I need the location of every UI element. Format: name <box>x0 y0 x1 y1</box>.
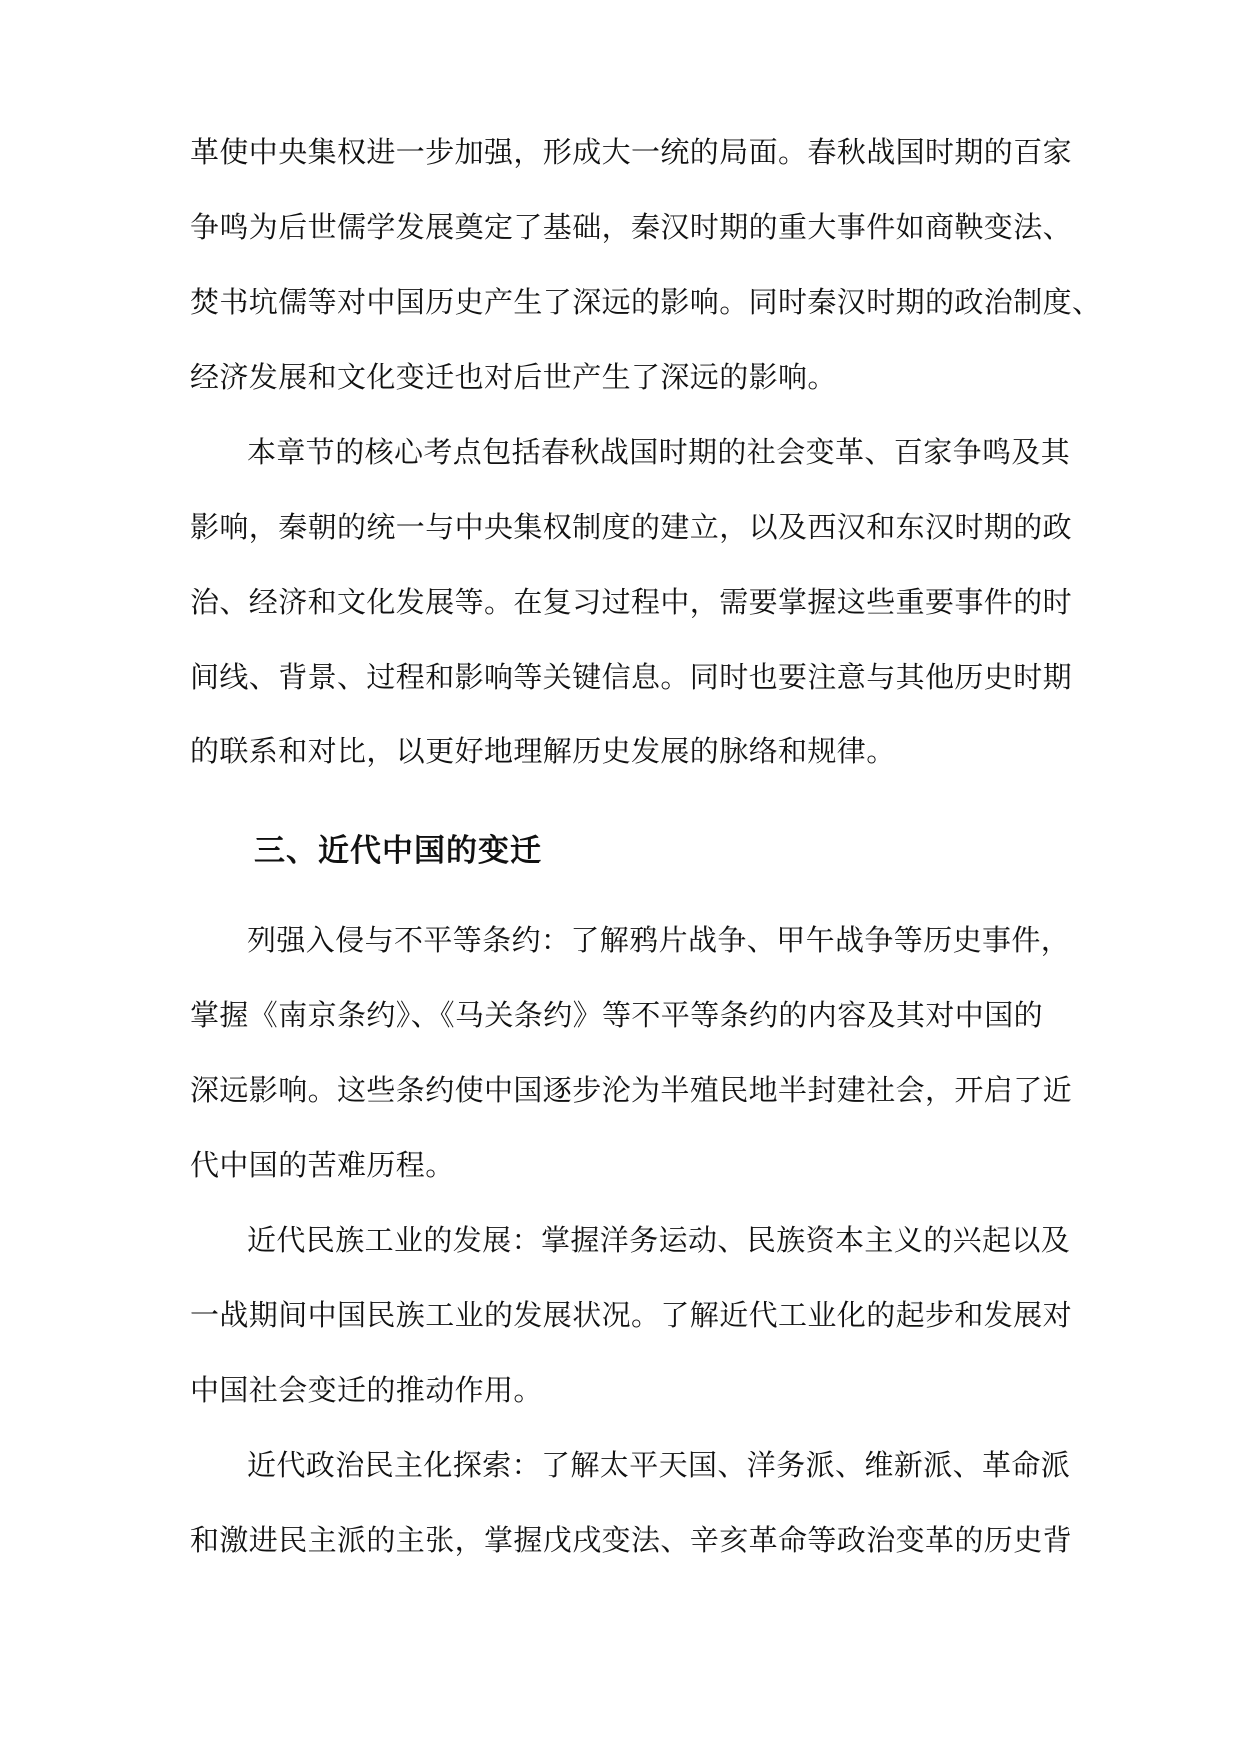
paragraph-2-line-5: 的联系和对比，以更好地理解历史发展的脉络和规律。 <box>190 734 896 768</box>
paragraph-1-line-4: 经济发展和文化变迁也对后世产生了深远的影响。 <box>190 360 837 394</box>
paragraph-2-line-1: 本章节的核心考点包括春秋战国时期的社会变革、百家争鸣及其 <box>247 435 1071 469</box>
paragraph-1-line-3: 焚书坑儒等对中国历史产生了深远的影响。同时秦汉时期的政治制度、 <box>190 285 1102 319</box>
section-heading: 三、近代中国的变迁 <box>254 833 542 869</box>
paragraph-1-line-2: 争鸣为后世儒学发展奠定了基础，秦汉时期的重大事件如商鞅变法、 <box>190 210 1073 244</box>
paragraph-5-line-2: 和激进民主派的主张，掌握戊戌变法、辛亥革命等政治变革的历史背 <box>190 1523 1073 1557</box>
paragraph-4-line-2: 一战期间中国民族工业的发展状况。了解近代工业化的起步和发展对 <box>190 1298 1073 1332</box>
paragraph-1-line-1: 革使中央集权进一步加强，形成大一统的局面。春秋战国时期的百家 <box>190 135 1073 169</box>
paragraph-5-line-1: 近代政治民主化探索：了解太平天国、洋务派、维新派、革命派 <box>247 1448 1071 1482</box>
paragraph-2-line-3: 治、经济和文化发展等。在复习过程中，需要掌握这些重要事件的时 <box>190 585 1073 619</box>
paragraph-3-line-3: 深远影响。这些条约使中国逐步沦为半殖民地半封建社会，开启了近 <box>190 1073 1073 1107</box>
paragraph-3-line-1: 列强入侵与不平等条约：了解鸦片战争、甲午战争等历史事件， <box>247 923 1071 957</box>
paragraph-4-line-1: 近代民族工业的发展：掌握洋务运动、民族资本主义的兴起以及 <box>247 1223 1071 1257</box>
paragraph-3-line-4: 代中国的苦难历程。 <box>190 1148 455 1182</box>
paragraph-3-line-2: 掌握《南京条约》、《马关条约》等不平等条约的内容及其对中国的 <box>190 998 1044 1032</box>
paragraph-4-line-3: 中国社会变迁的推动作用。 <box>190 1373 543 1407</box>
paragraph-2-line-2: 影响，秦朝的统一与中央集权制度的建立，以及西汉和东汉时期的政 <box>190 510 1073 544</box>
paragraph-2-line-4: 间线、背景、过程和影响等关键信息。同时也要注意与其他历史时期 <box>190 660 1073 694</box>
